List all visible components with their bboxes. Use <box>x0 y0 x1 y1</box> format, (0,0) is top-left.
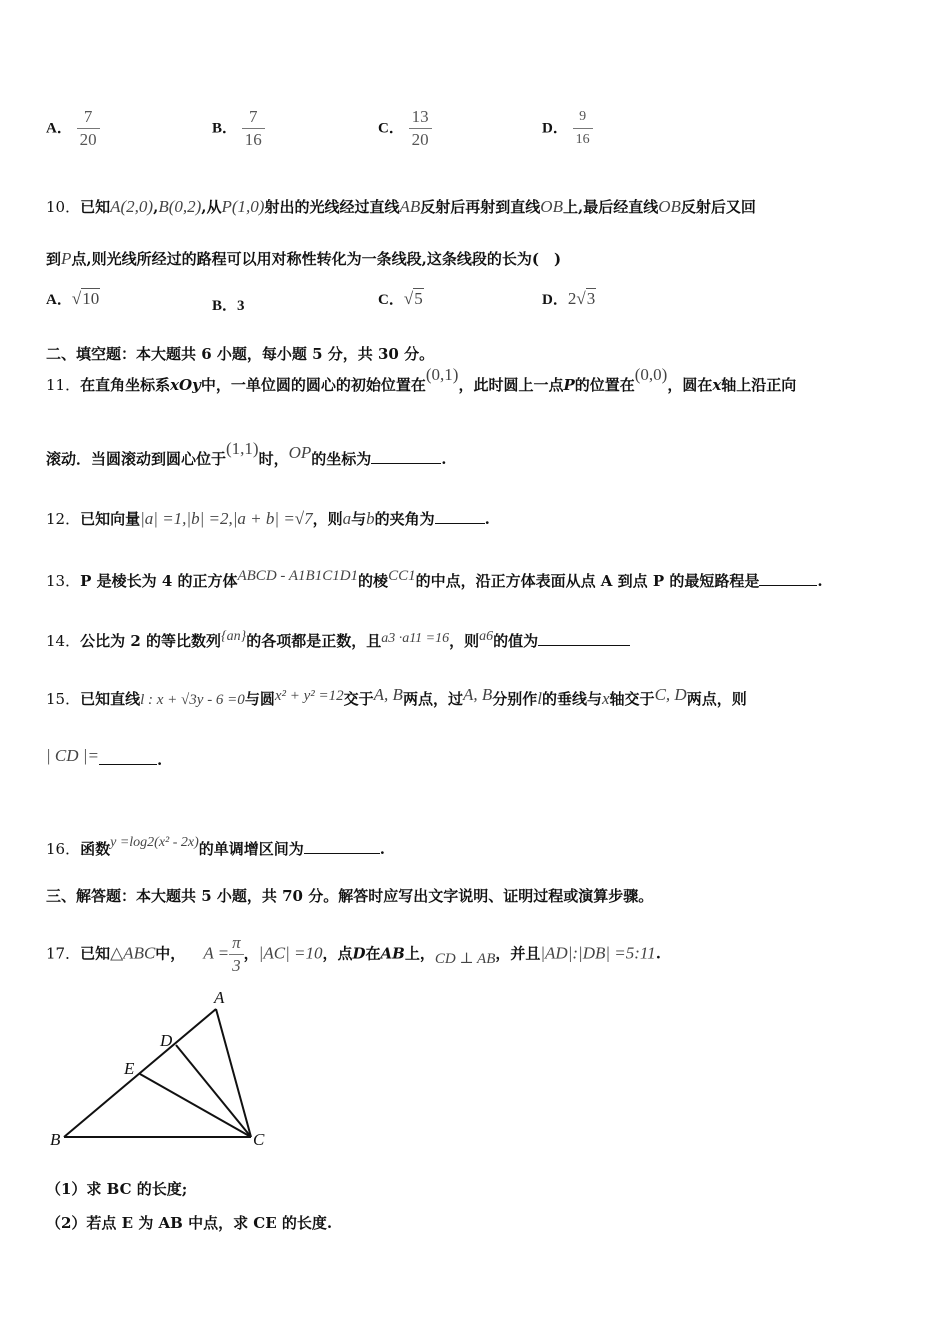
q9-option-a: A． $\frac{7}{20}$ <box>46 106 100 151</box>
label-b: B <box>50 1130 61 1149</box>
q15-line2: | CD |= . <box>46 746 163 769</box>
label-c: C <box>253 1130 265 1149</box>
answer-blank[interactable] <box>304 839 380 854</box>
fraction: $\frac{9}{16}$ <box>573 106 593 151</box>
q16: 16．函数y =log2(x² - 2x)的单调增区间为 . <box>46 835 386 858</box>
answer-blank[interactable] <box>435 509 485 524</box>
q14: 14．公比为 2 的等比数列{an}的各项都是正数，且a3 ·a11 =16，则a6的值为 <box>46 630 630 651</box>
q15-line1: 15．已知直线l : x + √3y - 6 =0与圆x² + y² =12交于A, B两点，过A, B分别作l的垂线与x轴交于C, D两点，则 <box>46 685 747 708</box>
q10-option-a: A．√10 <box>46 289 100 308</box>
label-a: A <box>214 988 225 1007</box>
answer-blank[interactable] <box>371 449 441 464</box>
q9-option-c: C． $\frac{13}{20}$ <box>378 106 432 151</box>
section-3-heading: 三、解答题：本大题共 5 小题，共 70 分。解答时应写出文字说明、证明过程或演算步骤。 <box>46 887 654 905</box>
label-d: D <box>160 1031 173 1050</box>
q13: 13．P 是棱长为 4 的正方体ABCD - A1B1C1D1的棱CC1的中点，沿正方体表面从点 A 到点 P 的最短路程是 . <box>46 568 823 590</box>
q10-option-b: B．3 <box>212 298 245 314</box>
label-e: E <box>124 1059 135 1078</box>
segment-cd <box>176 1045 251 1137</box>
q17-part-2: （2）若点 E 为 AB 中点，求 CE 的长度. <box>46 1214 333 1232</box>
answer-blank[interactable] <box>538 631 630 646</box>
q11-line2: 滚动．当圆滚动到圆心位于(1,1)时，OP的坐标为 . <box>46 439 447 468</box>
side-ab <box>64 1009 216 1137</box>
q11-line1: 11．在直角坐标系xOy中，一单位圆的圆心的初始位置在(0,1)，此时圆上一点P的位置在(0,0)，圆在x轴上沿正向 <box>46 365 797 394</box>
fraction: $\frac{7}{20}$ <box>77 106 100 151</box>
q9-option-b: B． $\frac{7}{16}$ <box>212 106 265 151</box>
fraction: $\frac{13}{20}$ <box>409 106 432 151</box>
q12: 12．已知向量|a| =1,|b| =2,|a + b| =√7，则a与b的夹角为 . <box>46 509 490 528</box>
answer-blank[interactable] <box>99 750 157 765</box>
triangle-figure <box>40 985 300 1155</box>
q10-option-c: C．√5 <box>378 289 423 308</box>
fraction: $\frac{\pi}{3}$ <box>229 932 244 977</box>
q10-line2: 到P点,则光线所经过的路程可以用对称性转化为一条线段,这条线段的长为( ) <box>46 249 562 268</box>
q17-stem: 17．已知△ABC中， A = $\frac{\pi}{3}$ ，|AC| =10，点D在AB上，CD ⊥ AB，并且|AD|:|DB| =5:11. <box>46 933 661 975</box>
side-ac <box>216 1009 251 1137</box>
fraction: $\frac{7}{16}$ <box>242 106 265 151</box>
q9-option-d: D． $\frac{9}{16}$ <box>542 106 593 151</box>
q10-line1: 10．已知A(2,0),B(0,2),从P(1,0)射出的光线经过直线AB反射后再射到直线OB上,最后经直线OB反射后又回 <box>46 197 756 216</box>
q10-option-d: D．2√3 <box>542 289 596 308</box>
section-2-heading: 二、填空题：本大题共 6 小题，每小题 5 分，共 30 分。 <box>46 345 435 363</box>
segment-ce <box>140 1074 251 1137</box>
q17-part-1: （1）求 BC 的长度; <box>46 1180 188 1198</box>
answer-blank[interactable] <box>759 571 817 586</box>
